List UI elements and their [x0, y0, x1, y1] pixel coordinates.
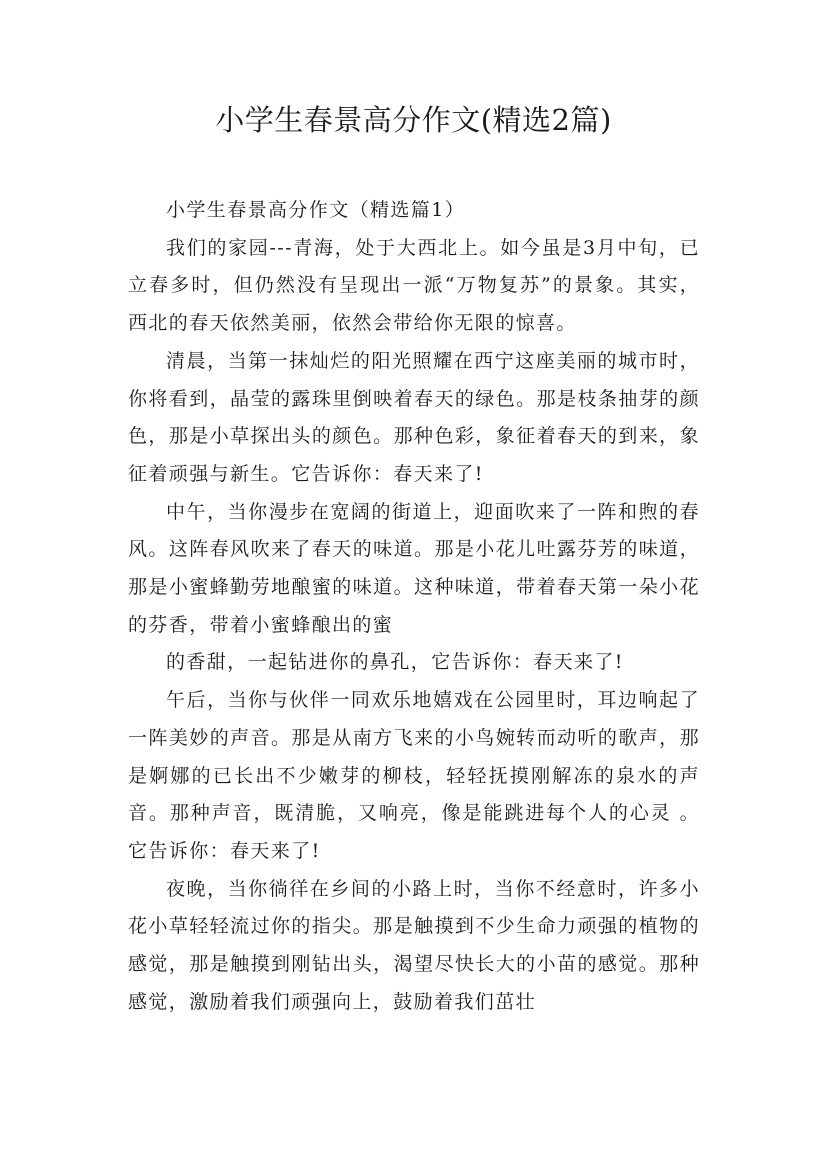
paragraph: 中午，当你漫步在宽阔的街道上，迎面吹来了一阵和煦的春风。这阵春风吹来了春天的味道。那是小花儿吐露芬芳的味道，那是小蜜蜂勤劳地酿蜜的味道。这种味道，带着春天第一朵小花的芬香，带着小蜜蜂酿出的蜜 — [128, 500, 700, 636]
document-title: 小学生春景高分作文(精选2篇) — [215, 103, 612, 137]
paragraph: 我们的家园---青海，处于大西北上。如今虽是3月中旬，已立春多时，但仍然没有呈现出一派“万物复苏”的景象。其实，西北的春天依然美丽，依然会带给你无限的惊喜。 — [128, 236, 700, 335]
section-heading: 小学生春景高分作文（精选篇1） — [166, 199, 466, 221]
paragraph: 夜晚，当你徜徉在乡间的小路上时，当你不经意时，许多小花小草轻轻流过你的指尖。那是触摸到不少生命力顽强的植物的感觉，那是触摸到刚钻出头，渴望尽快长大的小苗的感觉。那种感觉，激励着我们顽强向上，鼓励着我们茁壮 — [128, 877, 700, 1013]
paragraph: 的香甜，一起钻进你的鼻孔，它告诉你：春天来了! — [166, 651, 624, 674]
paragraph: 清晨，当第一抹灿烂的阳光照耀在西宁这座美丽的城市时，你将看到，晶莹的露珠里倒映着春天的绿色。那是枝条抽芽的颜色，那是小草探出头的颜色。那种色彩，象征着春天的到来，象征着顽强与新生。它告诉你：春天来了! — [128, 349, 700, 485]
document-body — [128, 192, 700, 1021]
paragraph: 午后，当你与伙伴一同欢乐地嬉戏在公园里时，耳边响起了一阵美妙的声音。那是从南方飞来的小鸟婉转而动听的歌声，那是婀娜的已长出不少嫩芽的柳枝，轻轻抚摸刚解冻的泉水的声音。那种声音，既清脆，又响亮，像是能跳进每个人的心灵 。它告诉你：春天来了! — [128, 689, 700, 862]
